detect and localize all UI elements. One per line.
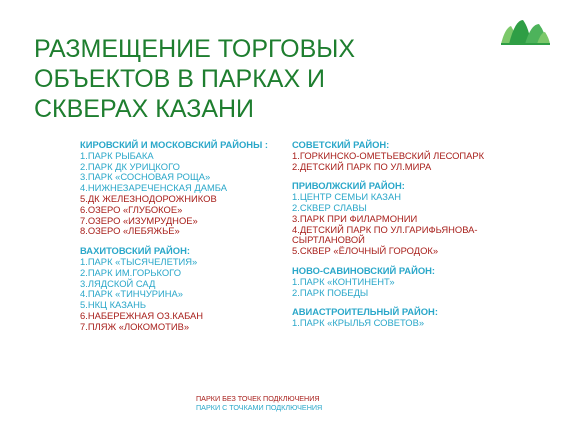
district-title: АВИАСТРОИТЕЛЬНЫЙ РАЙОН: [292,306,438,318]
park-list-item: 1.ПАРК «КРЫЛЬЯ СОВЕТОВ» [292,317,425,329]
park-list-item: 2.ДЕТСКИЙ ПАРК ПО УЛ.МИРА [292,160,432,172]
district-block [292,181,512,257]
park-list-item: 1.ПАРК «КОНТИНЕНТ» [292,275,395,287]
park-list-item: 6.НАБЕРЕЖНАЯ ОЗ.КАБАН [80,309,204,321]
district-title: ВАХИТОВСКИЙ РАЙОН: [80,245,190,257]
title-line-1: РАЗМЕЩЕНИЕ ТОРГОВЫХ [34,35,356,63]
legend-with-connection: ПАРКИ С ТОЧКАМИ ПОДКЛЮЧЕНИЯ [196,402,323,412]
park-list-item: 2.ПАРК ПОБЕДЫ [292,286,369,298]
park-list-item: 8.ОЗЕРО «ЛЕБЯЖЬЕ» [80,225,180,237]
park-list-item: 2.ПАРК ДК УРИЦКОГО [80,160,180,172]
district-title: КИРОВСКИЙ И МОСКОВСКИЙ РАЙОНЫ : [80,139,268,150]
district-block [292,307,512,329]
park-list-item: 1.ЦЕНТР СЕМЬИ КАЗАН [292,191,401,203]
park-list-item: 2.ПАРК ИМ.ГОРЬКОГО [80,266,182,278]
park-list-item: 3.ПАРК ПРИ ФИЛАРМОНИИ [292,212,418,224]
legend [196,395,322,412]
left-district-column [80,140,290,342]
right-district-column [292,140,512,338]
park-list-item: 2.СКВЕР СЛАВЫ [292,201,367,213]
district-title: ПРИВОЛЖСКИЙ РАЙОН: [292,180,405,192]
title-line-3: СКВЕРАХ КАЗАНИ [34,95,255,123]
park-list-item: 5.СКВЕР «ЁЛОЧНЫЙ ГОРОДОК» [292,245,439,257]
page-title [34,34,454,124]
park-list-item: 1.ПАРК «ТЫСЯЧЕЛЕТИЯ» [80,255,198,267]
district-title: СОВЕТСКИЙ РАЙОН: [292,139,390,150]
park-list-item: 7.ПЛЯЖ «ЛОКОМОТИВ» [80,320,190,332]
park-logo-icon [499,18,551,46]
park-list-item: 4.НИЖНЕЗАРЕЧЕНСКАЯ ДАМБА [80,182,227,194]
district-title: НОВО-САВИНОВСКИЙ РАЙОН: [292,264,435,276]
park-list-item: 3.ЛЯДСКОЙ САД [80,277,156,289]
district-block [80,246,290,332]
district-block [292,140,512,172]
park-list-item: 3.ПАРК «СОСНОВАЯ РОЩА» [80,171,211,183]
title-line-2: ОБЪЕКТОВ В ПАРКАХ И [34,65,326,93]
park-list-item: 6.ОЗЕРО «ГЛУБОКОЕ» [80,203,183,215]
park-list-item: 1.ГОРКИНСКО-ОМЕТЬЕВСКИЙ ЛЕСОПАРК [292,149,485,161]
district-block [80,140,290,237]
legend-without-connection: ПАРКИ БЕЗ ТОЧЕК ПОДКЛЮЧЕНИЯ [196,394,320,403]
park-list-item: 4.ПАРК «ТИНЧУРИНА» [80,288,184,300]
park-list-item: 5.ДК ЖЕЛЕЗНОДОРОЖНИКОВ [80,192,217,204]
district-block [292,266,512,298]
park-list-item: 4.ДЕТСКИЙ ПАРК ПО УЛ.ГАРИФЬЯНОВА-СЫРТЛАНОВОЙ [292,223,478,246]
park-list-item: 7.ОЗЕРО «ИЗУМРУДНОЕ» [80,214,198,226]
park-list-item: 1.ПАРК РЫБАКА [80,149,154,161]
park-list-item: 5.НКЦ КАЗАНЬ [80,299,147,311]
